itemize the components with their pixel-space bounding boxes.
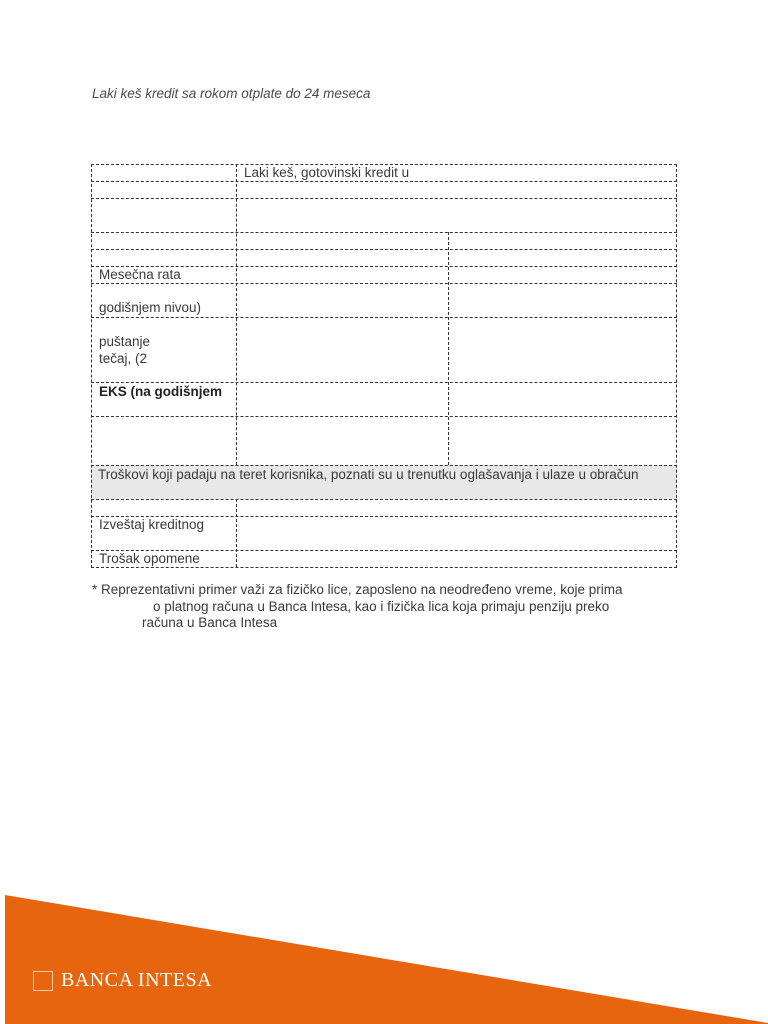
footnote-line-3: računa u Banca Intesa	[142, 615, 278, 630]
table-rule	[91, 465, 677, 466]
table-rule	[91, 249, 677, 250]
pricing-table	[91, 164, 677, 568]
table-rule	[91, 181, 677, 182]
brand-banner-shape	[5, 895, 768, 1024]
table-rule	[91, 499, 677, 500]
row-label-monthly-rate: Mesečna rata	[99, 267, 181, 282]
table-rule	[91, 283, 677, 284]
document-subtitle: Laki keš kredit sa rokom otplate do 24 meseca	[92, 86, 371, 101]
brand-name: BANCA INTESA	[61, 969, 213, 991]
footnote-line-1: * Reprezentativni primer važi za fizičko lice, zaposleno na neodređeno vreme, koje prima	[92, 582, 623, 597]
table-column-divider	[236, 164, 237, 465]
table-column-divider	[236, 499, 237, 567]
footnote-line-2: o platnog računa u Banca Intesa, kao i fizička lica koja primaju penziju preko	[153, 598, 610, 614]
table-rule	[91, 416, 677, 417]
brand-banner	[0, 895, 768, 1024]
row-label-credit-report: Izveštaj kreditnog	[99, 517, 205, 532]
table-border-left	[91, 164, 92, 568]
table-border-right	[676, 164, 677, 568]
table-rule	[91, 317, 677, 318]
costs-section-heading: Troškovi koji padaju na teret korisnika, poznati su u trenutku oglašavanja i ulaze u obračun	[98, 467, 639, 482]
table-rule	[91, 198, 677, 199]
banca-intesa-square-mark-icon	[33, 971, 53, 991]
table-rule	[91, 567, 677, 568]
table-header-title: Laki keš, gotovinski kredit u	[244, 165, 410, 180]
row-label-reminder-cost: Trošak opomene	[99, 551, 200, 566]
table-rule	[91, 382, 677, 383]
row-label-release-line1: puštanje	[99, 334, 151, 349]
banca-intesa-logo	[33, 969, 212, 992]
table-column-divider	[448, 232, 449, 465]
row-label-eks: EKS (na godišnjem	[99, 384, 223, 399]
row-label-annual-level: godišnjem nivou)	[99, 300, 202, 315]
table-rule	[91, 232, 677, 233]
row-label-release-line2: tečaj, (2	[99, 351, 148, 366]
